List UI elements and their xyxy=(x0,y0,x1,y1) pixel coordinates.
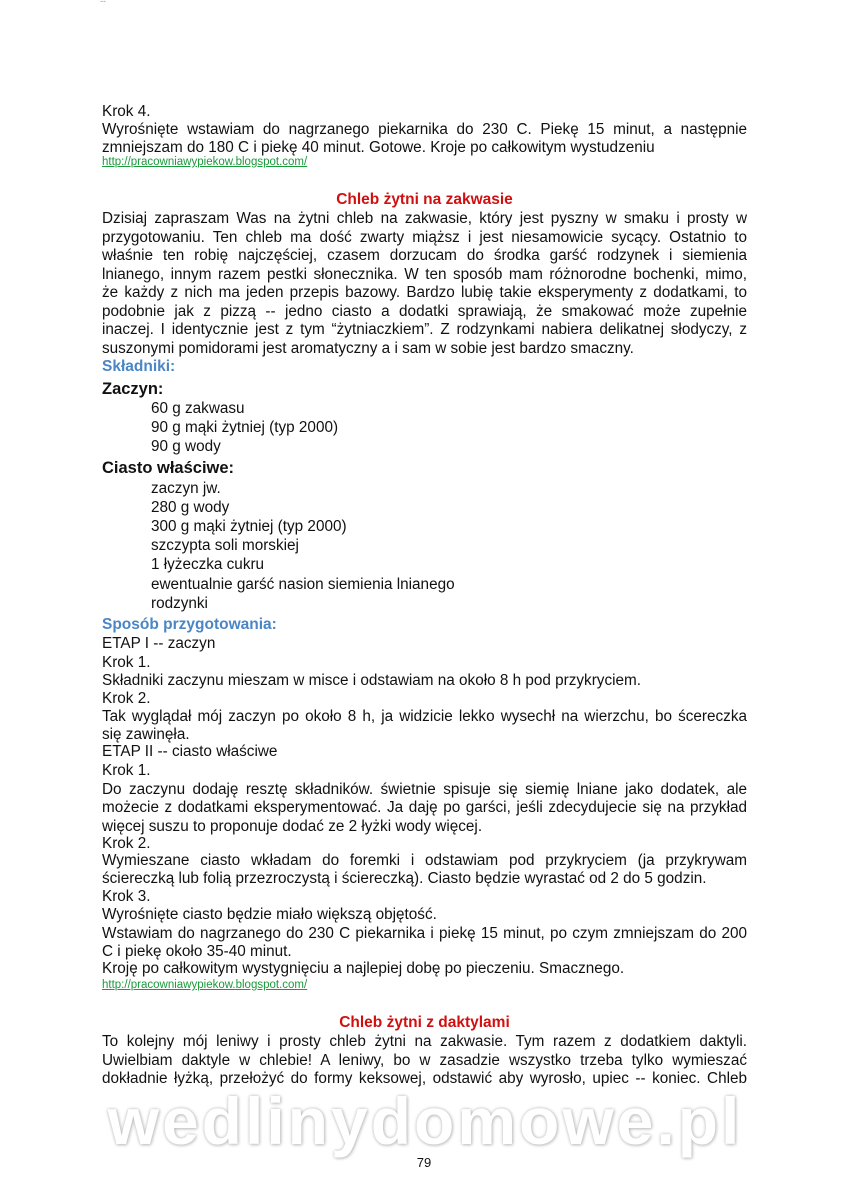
ingredient-item: rodzynki xyxy=(151,595,208,612)
text-line: Tak wyglądał mój zaczyn po około 8 h, ja widzicie lekko wysechł na wierzchu, bo ścereczka xyxy=(102,708,747,725)
text-line: się zawinęła. xyxy=(102,726,190,743)
text-line: podobnie jak z pizzą -- jedno ciasto a dodatki sprawiają, że smakować może zupełnie xyxy=(102,302,747,320)
text-line: ETAP I -- zaczyn xyxy=(102,635,216,652)
text-line: Wyrośnięte wstawiam do nagrzanego piekarnika do 230 C. Piekę 15 minut, a następnie xyxy=(102,121,747,138)
source-link[interactable]: http://pracowniawypiekow.blogspot.com/ xyxy=(102,156,308,168)
ingredient-item: 60 g zakwasu xyxy=(151,400,245,417)
ingredient-item: 90 g wody xyxy=(151,438,221,455)
text-line: Wstawiam do nagrzanego do 230 C piekarnika i piekę 15 minut, po czym zmniejszam do 200 xyxy=(102,925,747,942)
page-number: 79 xyxy=(416,1155,432,1170)
text-line: Wymieszane ciasto wkładam do foremki i odstawiam pod przykryciem (ja przykrywam xyxy=(102,852,747,869)
text-line: Krok 1. xyxy=(102,762,151,779)
text-line: C i piekę około 35-40 minut. xyxy=(102,943,292,960)
text-line: ETAP II -- ciasto właściwe xyxy=(102,743,278,760)
ingredient-item: 1 łyżeczka cukru xyxy=(151,556,265,573)
text-line: Kroję po całkowitym wystygnięciu a najlepiej dobę po pieczeniu. Smacznego. xyxy=(102,960,625,977)
text-line: dokładnie łyżką, przełożyć do formy keksowej, odstawić aby wyrosło, upiec -- koniec. Chleb xyxy=(102,1070,747,1087)
ingredient-item: ewentualnie garść nasion siemienia lnianego xyxy=(151,576,455,593)
text-line: właśnie ten robię najczęściej, czasem dorzucam do środka garść rodzynek i siemienia xyxy=(102,247,747,264)
subsection-heading: Ciasto właściwe: xyxy=(102,459,235,477)
ingredient-item: 280 g wody xyxy=(151,499,230,516)
section-heading: Sposób przygotowania: xyxy=(102,616,277,633)
text-line: Krok 4. xyxy=(102,103,151,120)
text-line: inaczej. I identycznie jest z tym “żytniaczkiem”. Z rodzynkami nabiera delikatnej słodyczy, z xyxy=(102,321,747,338)
text-line: że każdy z nich ma jeden przepis bazowy. Bardzo lubię takie eksperymenty z dodatkami, to xyxy=(102,284,747,301)
text-line: ściereczką lub folią przezroczystą i ściereczką). Ciasto będzie wyrastać od 2 do 5 godzin. xyxy=(102,870,707,887)
text-line: Uwielbiam daktyle w chlebie! A leniwy, bo w zasadzie wszystko trzeba tylko wymieszać xyxy=(102,1052,747,1069)
ingredient-item: zaczyn jw. xyxy=(151,480,221,497)
text-line: Dzisiaj zapraszam Was na żytni chleb na zakwasie, który jest pyszny w smaku i prosty w xyxy=(102,210,747,227)
recipe-title: Chleb żytni z daktylami xyxy=(339,1014,510,1031)
text-line: Krok 1. xyxy=(102,654,151,671)
ingredient-item: 300 g mąki żytniej (typ 2000) xyxy=(151,518,347,535)
ingredient-item: 90 g mąki żytniej (typ 2000) xyxy=(151,419,339,436)
text-line: Krok 3. xyxy=(102,888,151,905)
text-line: Wyrośnięte ciasto będzie miało większą objętość. xyxy=(102,906,437,923)
text-line: Do zaczynu dodaję resztę składników. świetnie spisuje się siemię lniane jako dodatek, ale xyxy=(102,781,747,798)
top-mark: -- xyxy=(100,0,106,6)
ingredient-item: szczypta soli morskiej xyxy=(151,537,299,554)
text-line: zmniejszam do 180 C i piekę 40 minut. Gotowe. Kroje po całkowitym wystudzeniu xyxy=(102,139,655,156)
text-line: przygotowaniu. Ten chleb ma dość zwarty miąższ i jest niesamowicie sycący. Ostatnio to xyxy=(102,228,747,246)
text-line: Krok 2. xyxy=(102,835,151,852)
source-link[interactable]: http://pracowniawypiekow.blogspot.com/ xyxy=(102,979,308,991)
text-line: Krok 2. xyxy=(102,690,151,707)
text-line: Składniki zaczynu mieszam w misce i odstawiam na około 8 h pod przykryciem. xyxy=(102,672,641,689)
text-line: możecie z dodatkami eksperymentować. Ja daję po garści, jeśli zdecydujecie się na przykład xyxy=(102,799,747,816)
section-heading: Składniki: xyxy=(102,358,176,375)
text-line: suszonymi pomidorami jest aromatyczny a i sam w sobie jest bardzo smaczny. xyxy=(102,339,634,357)
recipe-title: Chleb żytni na zakwasie xyxy=(336,191,513,208)
text-line: więcej suszu to proponuje dodać ze 2 łyżki wody więcej. xyxy=(102,818,483,835)
subsection-heading: Zaczyn: xyxy=(102,380,164,398)
text-line: To kolejny mój leniwy i prosty chleb żytni na zakwasie. Tym razem z dodatkiem daktyli. xyxy=(102,1033,747,1050)
watermark: wedlinydomowe.pl xyxy=(107,1084,743,1158)
text-line: lnianego, innym razem pestki słonecznika. W ten sposób mam różnorodne bochenki, mimo, xyxy=(102,265,747,283)
